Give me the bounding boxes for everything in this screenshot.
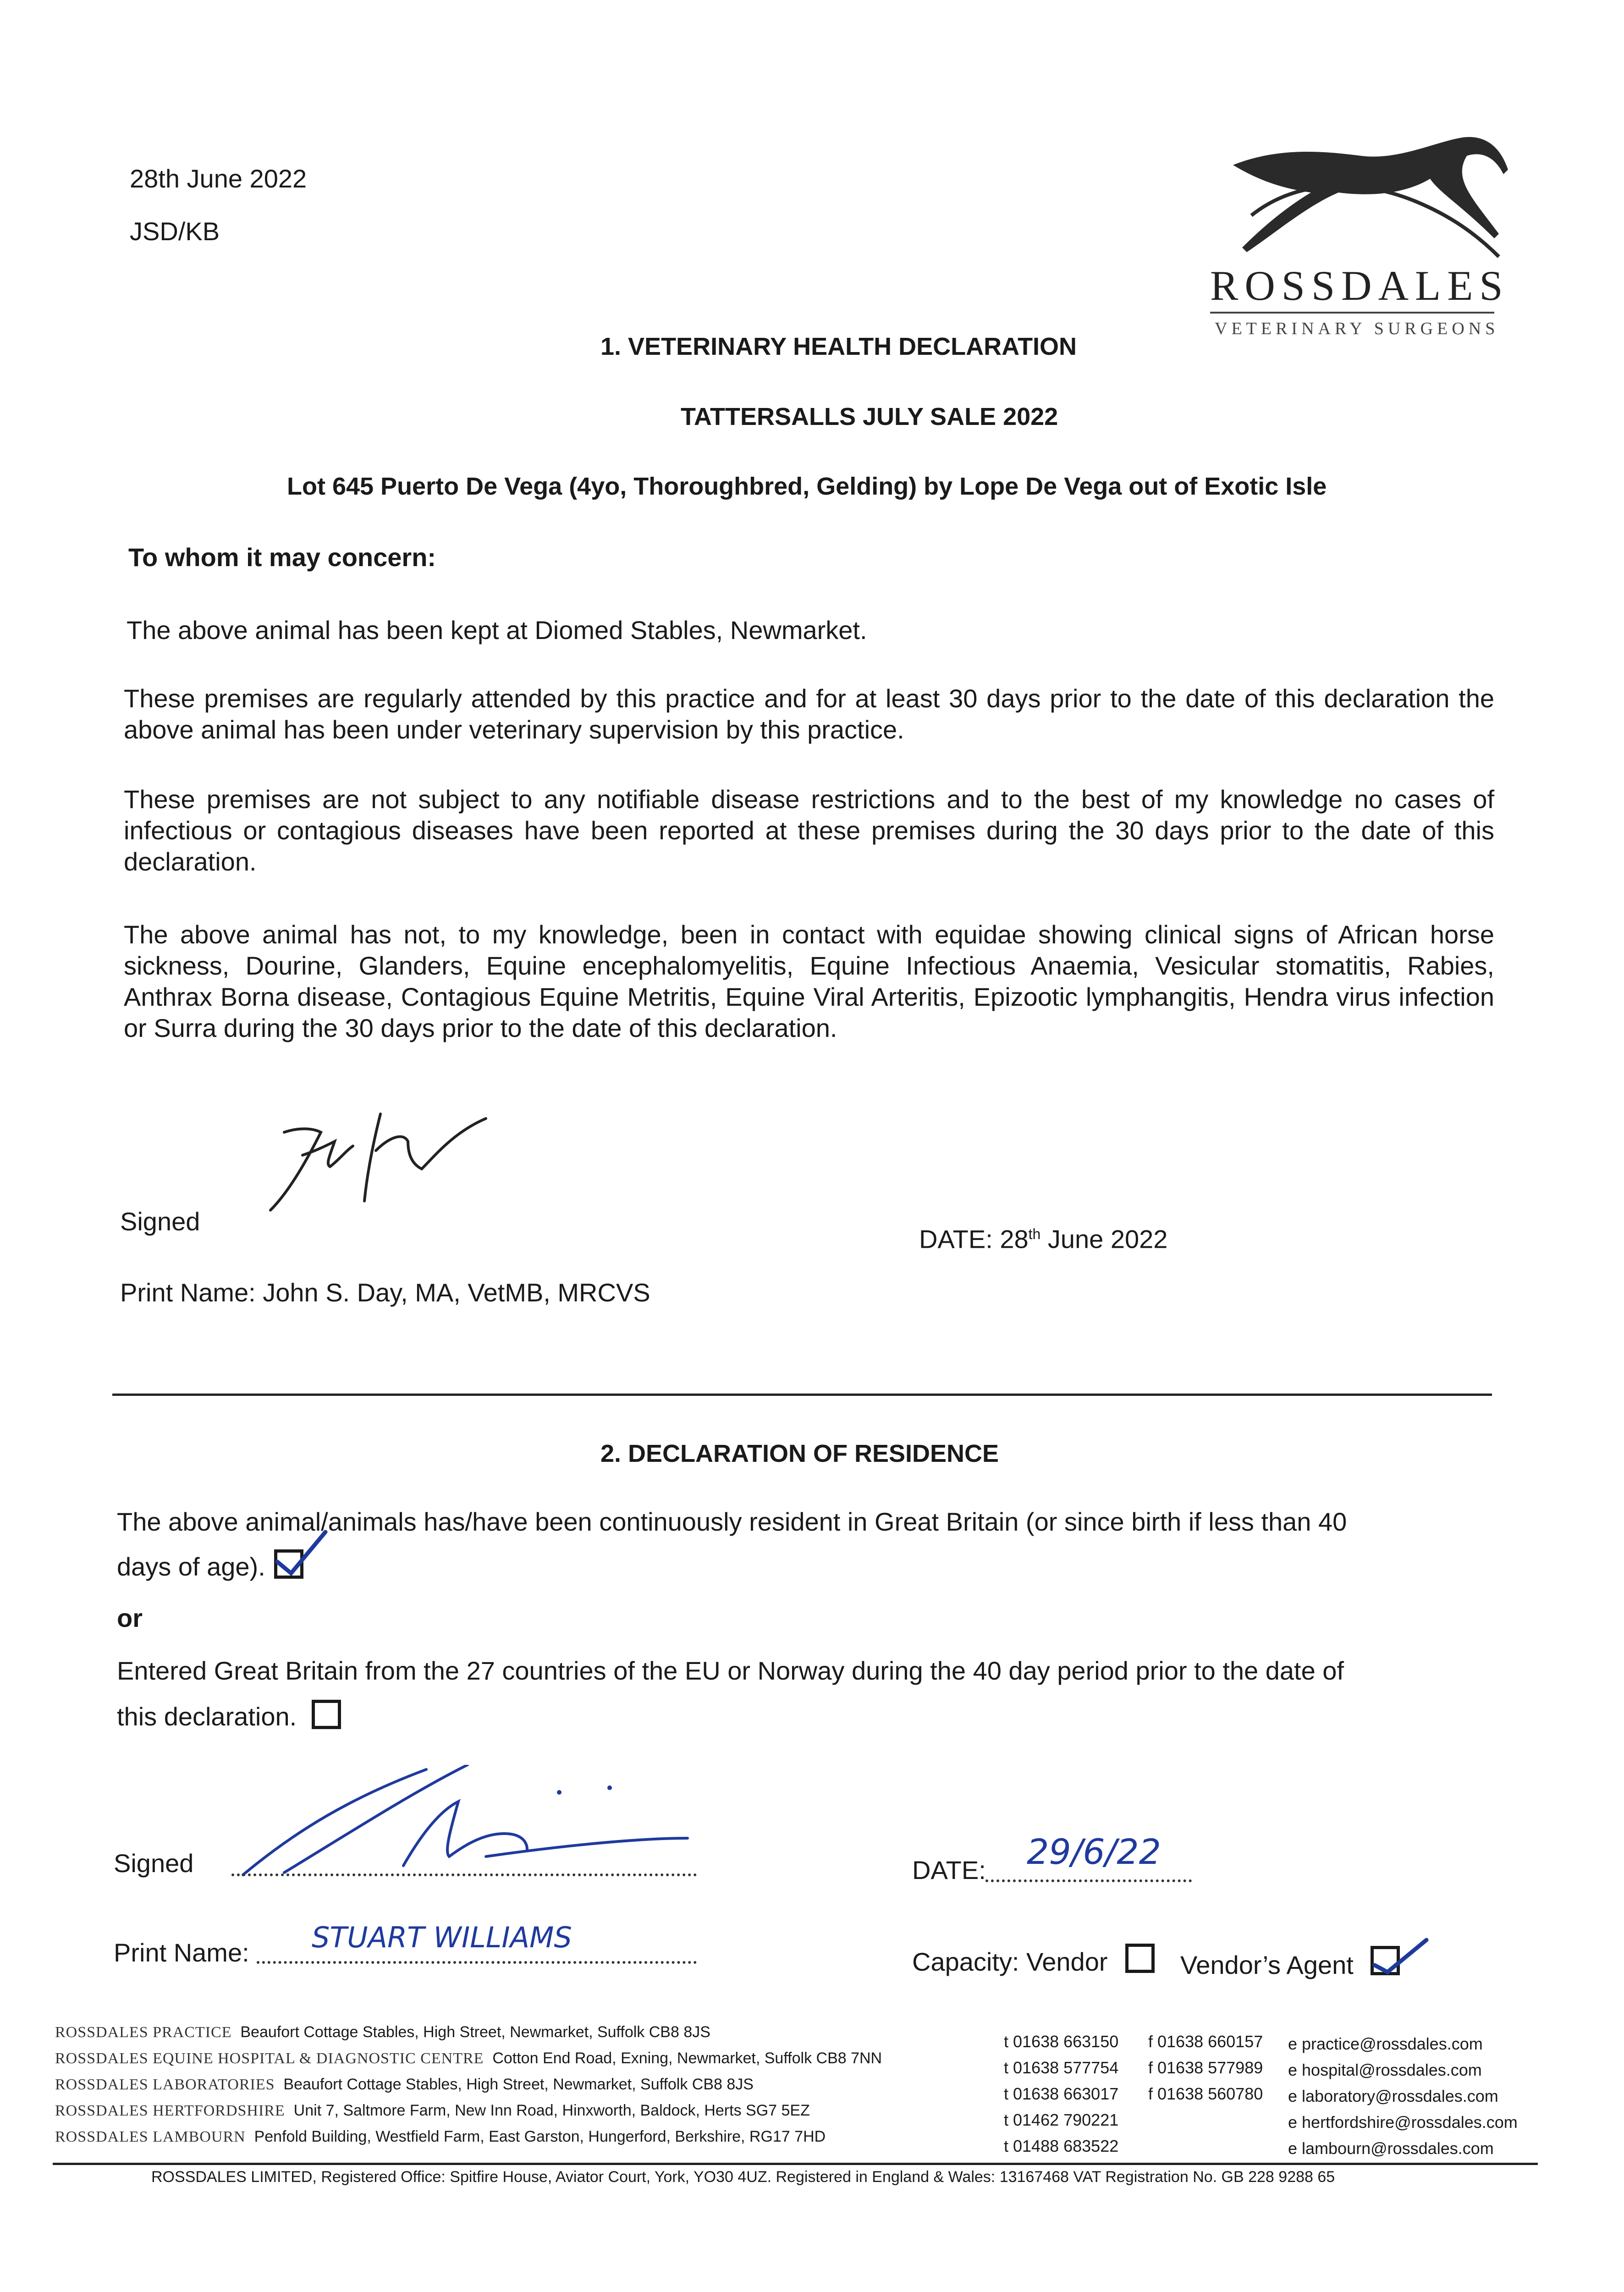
vet-signature: [257, 1100, 532, 1229]
agent-checkbox[interactable]: [1371, 1946, 1400, 1975]
seller-signature: [229, 1765, 710, 1884]
rossdales-logo: [1210, 128, 1531, 348]
residence-line1b: days of age).: [117, 1552, 265, 1581]
footer-phone: t 01638 663017: [1004, 2084, 1119, 2103]
date-line: [985, 1879, 1192, 1882]
footer-phone: t 01488 683522: [1004, 2137, 1119, 2155]
section-divider: [112, 1394, 1492, 1396]
paragraph-restrictions: These premises are not subject to any notifiable disease restrictions and to the best of my knowledge no cases of infectious or contagious diseases have been reported at these premises during the 30 days prior to the date of this declaration.: [124, 785, 1494, 876]
paragraph-supervision: These premises are regularly attended by this practice and for at least 30 days prior to the date of this declaration the above animal has been under veterinary supervision by this practice.: [124, 684, 1494, 744]
section2-print-value: STUART WILLIAMS: [312, 1921, 572, 1954]
footer-email[interactable]: e practice@rossdales.com: [1288, 2034, 1483, 2053]
residence-line2b: this declaration.: [117, 1702, 297, 1731]
paragraph-contact: The above animal has not, to my knowledge, been in contact with equidae showing clinical signs of African horse sickness, Dourine, Glanders, Equine encephalomyelitis, Equine Infectious Anaemia, Vesicular stomatitis, Rabies, Anthrax Borna disease, Contagious Equine Metritis, Equine Viral Arteritis, Epizootic lymphangitis, Hendra virus infection or Surra during the 30 days prior to the date of this declaration.: [124, 920, 1494, 1042]
footer-row: ROSSDALES HERTFORDSHIRE Unit 7, Saltmore Farm, New Inn Road, Hinxworth, Baldock, Herts SG7 5EZ: [55, 2102, 810, 2119]
footer-phone: t 01638 577754: [1004, 2058, 1119, 2077]
checkmark-icon: [1369, 1931, 1429, 1977]
footer-email[interactable]: e hospital@rossdales.com: [1288, 2061, 1482, 2079]
footer-fax: f 01638 577989: [1148, 2058, 1263, 2077]
footer-email[interactable]: e hertfordshire@rossdales.com: [1288, 2113, 1518, 2132]
letter-reference: JSD/KB: [130, 217, 220, 246]
sale-title: TATTERSALLS JULY SALE 2022: [681, 403, 1058, 430]
footer-row: ROSSDALES PRACTICE Beaufort Cottage Stables, High Street, Newmarket, Suffolk CB8 8JS: [55, 2023, 710, 2041]
salutation: To whom it may concern:: [128, 543, 436, 572]
section2-signed-label: Signed: [114, 1849, 194, 1878]
capacity-label: Capacity: Vendor: [912, 1947, 1108, 1976]
section2-title: 2. DECLARATION OF RESIDENCE: [600, 1440, 999, 1467]
footer-email[interactable]: e lambourn@rossdales.com: [1288, 2139, 1494, 2158]
section1-print-name: Print Name: John S. Day, MA, VetMB, MRCVS: [120, 1278, 650, 1307]
residence-line2: Entered Great Britain from the 27 countries of the EU or Norway during the 40 day period prior to the date of: [117, 1656, 1344, 1685]
footer-divider: [53, 2163, 1538, 2165]
agent-label: Vendor’s Agent: [1180, 1950, 1354, 1979]
footer-row: ROSSDALES LABORATORIES Beaufort Cottage Stables, High Street, Newmarket, Suffolk CB8 8JS: [55, 2076, 754, 2093]
paragraph-stables: The above animal has been kept at Diomed Stables, Newmarket.: [127, 616, 867, 645]
footer-phone: t 01638 663150: [1004, 2032, 1119, 2051]
brand-divider: [1210, 312, 1494, 314]
vendor-checkbox[interactable]: [1125, 1944, 1155, 1973]
footer-phone: t 01462 790221: [1004, 2110, 1119, 2129]
horse-logo-icon: [1224, 128, 1517, 275]
option2-checkbox[interactable]: [312, 1700, 341, 1729]
letter-date: 28th June 2022: [130, 164, 307, 193]
or-label: or: [117, 1603, 143, 1632]
section2-date-value: 29/6/22: [1027, 1831, 1161, 1872]
print-name-line: [257, 1961, 697, 1964]
section1-title: 1. VETERINARY HEALTH DECLARATION: [600, 333, 1077, 360]
footer-row: ROSSDALES LAMBOURN Penfold Building, Westfield Farm, East Garston, Hungerford, Berkshire, RG17 7HD: [55, 2128, 826, 2145]
section2-date-label: DATE:: [912, 1856, 986, 1884]
brand-subtitle: VETERINARY SURGEONS: [1215, 319, 1499, 338]
brand-name: ROSSDALES: [1210, 262, 1509, 309]
footer-fax: f 01638 660157: [1148, 2032, 1263, 2051]
section2-print-label: Print Name:: [114, 1938, 249, 1967]
signature-line: [231, 1873, 697, 1876]
footer-fax: f 01638 560780: [1148, 2084, 1263, 2103]
option1-checkbox[interactable]: [274, 1549, 303, 1579]
section1-date: DATE: 28th June 2022: [919, 1224, 1168, 1254]
residence-line1: The above animal/animals has/have been continuously resident in Great Britain (or since birth if less than 40: [117, 1507, 1347, 1536]
checkmark-icon: [273, 1530, 328, 1576]
registered-office: ROSSDALES LIMITED, Registered Office: Spitfire House, Aviator Court, York, YO30 4UZ. Registered in England & Wales: 13167468 VAT Registration No. GB 228 9288 65: [151, 2168, 1335, 2186]
section1-signed-label: Signed: [120, 1207, 200, 1236]
footer-email[interactable]: e laboratory@rossdales.com: [1288, 2087, 1498, 2105]
footer-row: ROSSDALES EQUINE HOSPITAL & DIAGNOSTIC CENTRE Cotton End Road, Exning, Newmarket, Suffolk CB8 7NN: [55, 2050, 882, 2067]
lot-description: Lot 645 Puerto De Vega (4yo, Thoroughbred, Gelding) by Lope De Vega out of Exotic Isle: [287, 473, 1327, 500]
